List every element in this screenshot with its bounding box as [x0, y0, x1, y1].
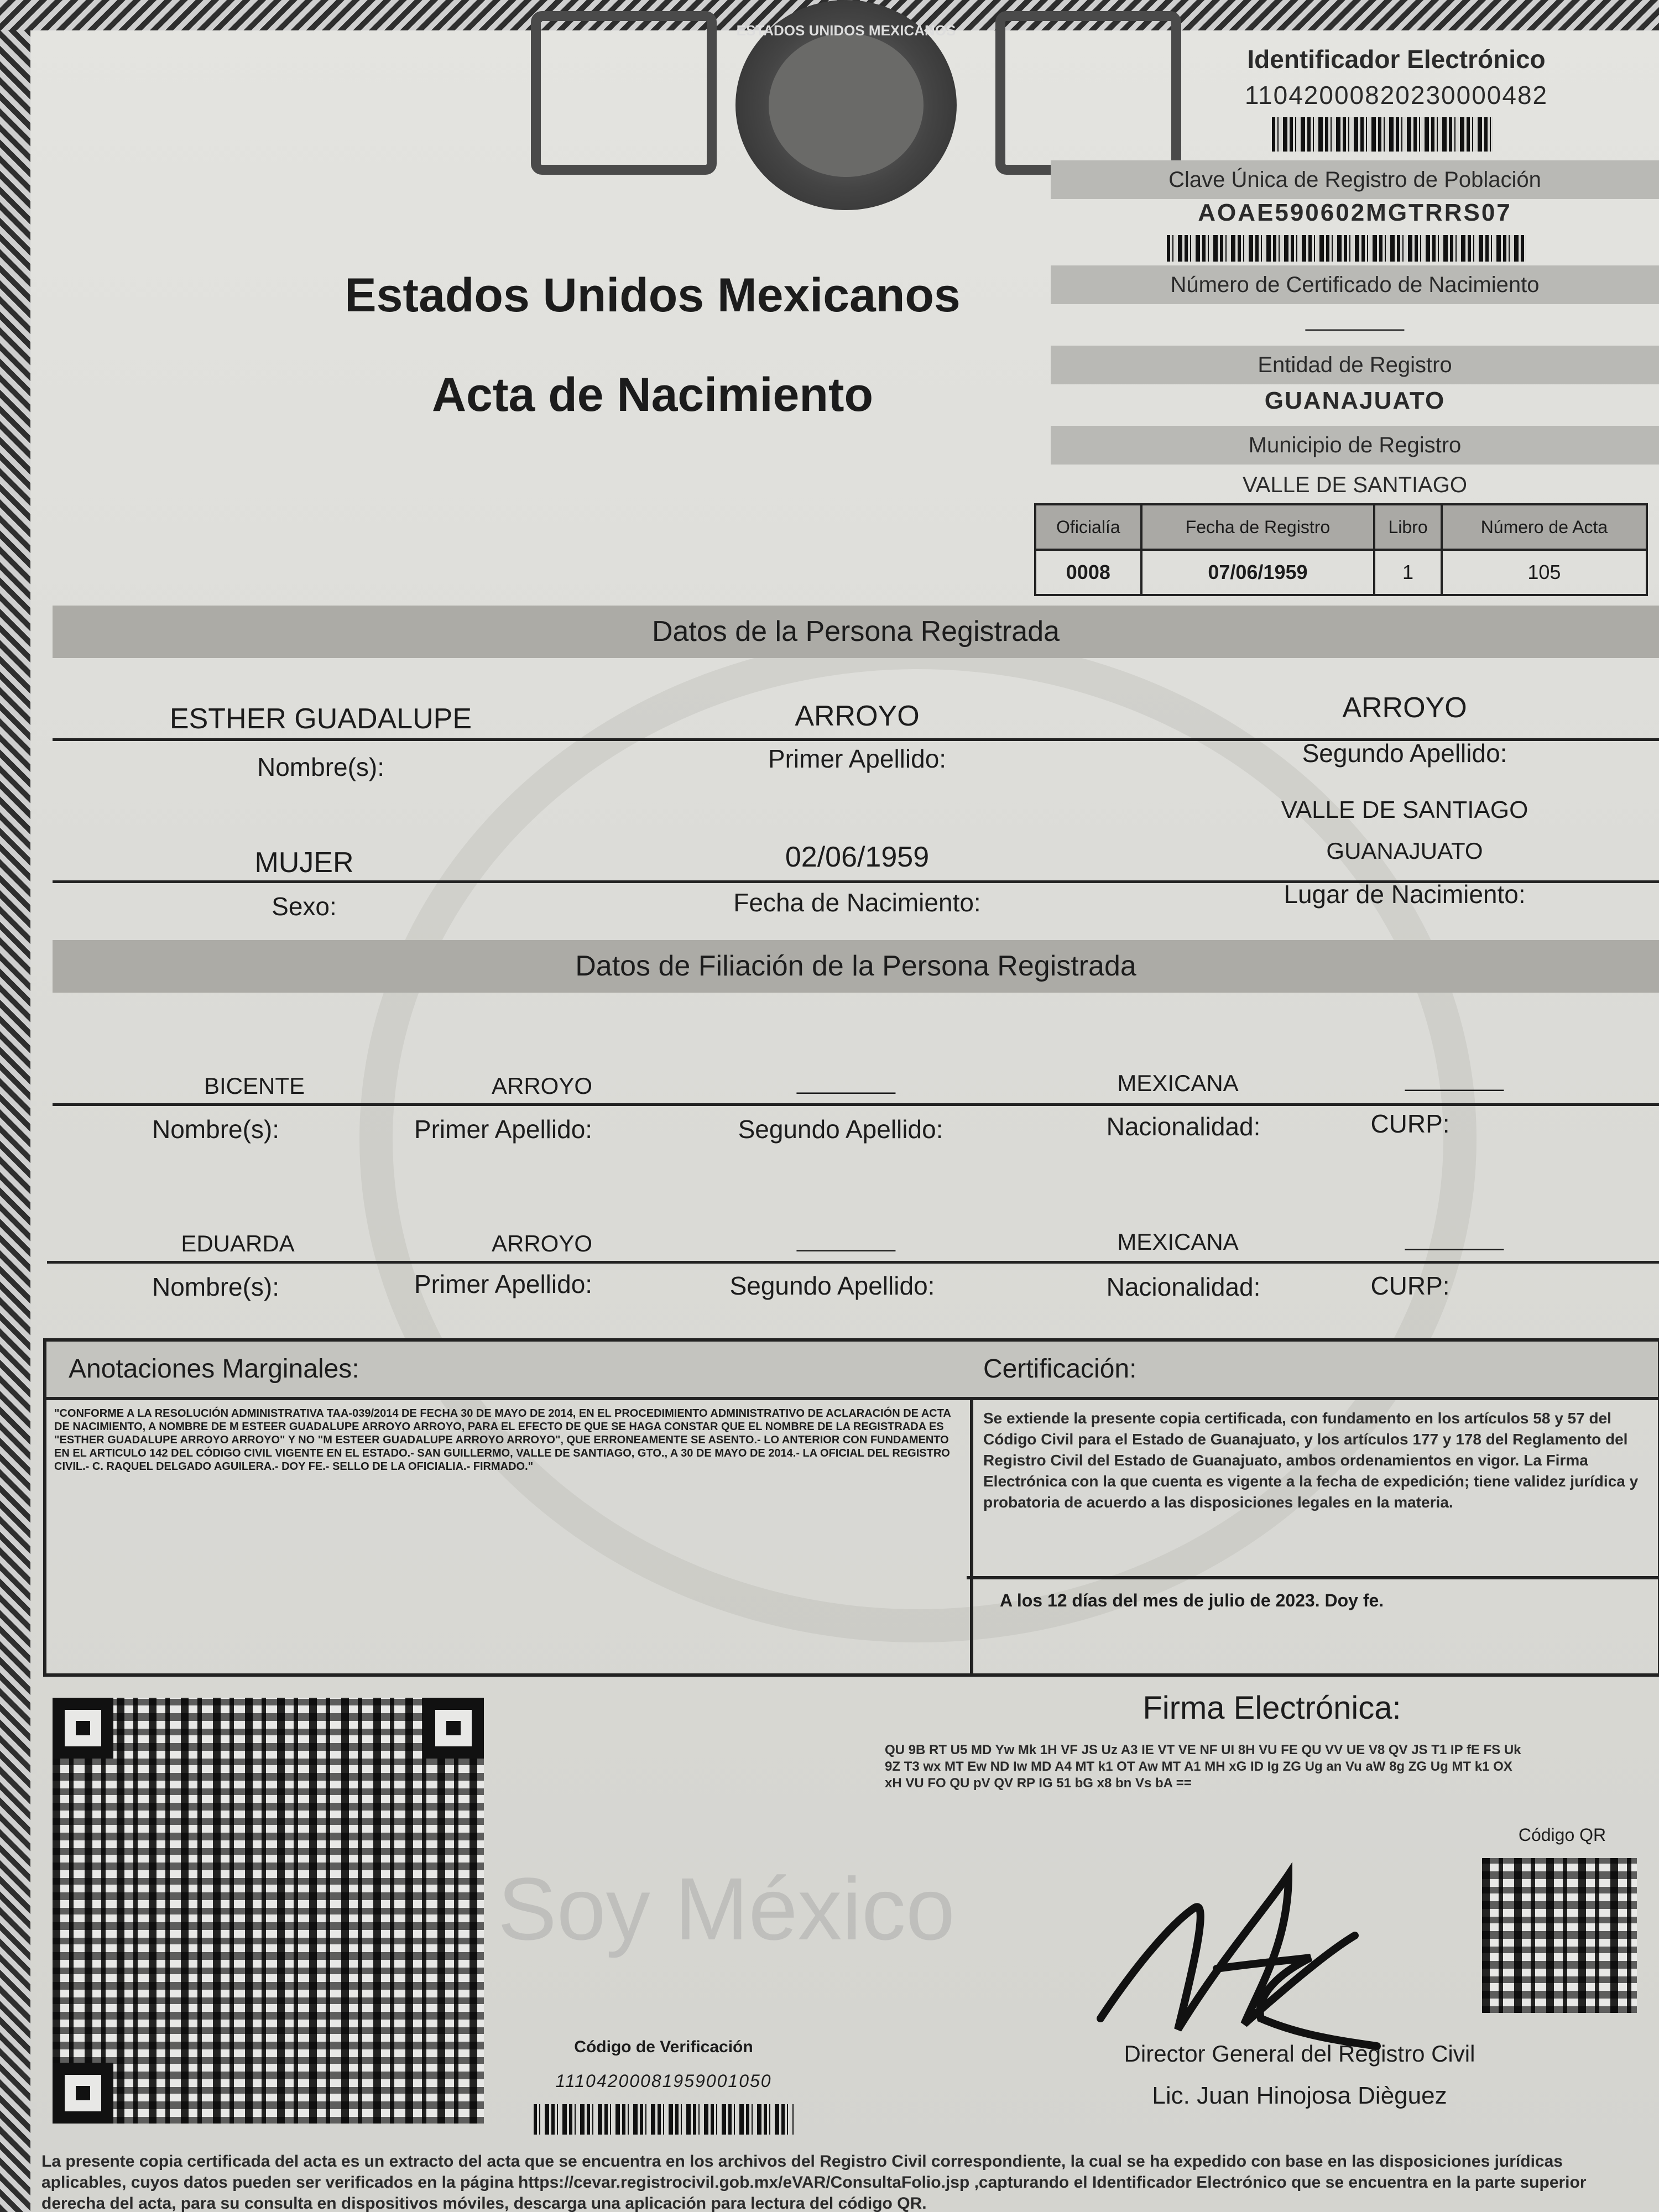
certification-date: A los 12 días del mes de julio de 2023. Doy fe. [1000, 1590, 1384, 1610]
person-names: ESTHER GUADALUPE [169, 703, 472, 735]
parent2-second-surname: ________ [797, 1228, 895, 1252]
parent1-names-label: Nombre(s): [152, 1115, 280, 1144]
parent1-first-label: Primer Apellido: [414, 1115, 593, 1144]
parent1-nationality: MEXICANA [1117, 1070, 1239, 1096]
parent2-second-label: Segundo Apellido: [729, 1271, 935, 1300]
filiation-section-title: Datos de Filiación de la Persona Registrada [53, 940, 1659, 993]
parent2-curp: ________ [1405, 1227, 1504, 1251]
person-names-label: Nombre(s): [257, 753, 385, 781]
birth-cert-label: Número de Certificado de Nacimiento [1051, 265, 1659, 304]
value-fecha-registro: 07/06/1959 [1141, 550, 1375, 595]
curp-label: Clave Única de Registro de Población [1051, 160, 1659, 199]
person-birth-date-label: Fecha de Nacimiento: [733, 888, 981, 917]
verification-barcode [534, 2104, 794, 2135]
greca-ornament-right [995, 11, 1181, 175]
annotations-text: "CONFORME A LA RESOLUCIÓN ADMINISTRATIVA TAA-039/2014 DE FECHA 30 DE MAYO DE 2014, EN EL PROCEDIMIENTO ADMINISTRATIVO DE ACLARACIÓN DE ACTA DE NACIMIENTO, A NOMBRE DE M ESTEER GUADALUPE ARROYO ARROYO, PARA EL EFECTO DE QUE SE HAGA CONSTAR QUE EL NOMBRE DE LA REGISTRADA ES "ESTHER GUADALUPE ARROYO ARROYO" Y NO "M ESTEER GUADALUPE ARROYO ARROYO", QUE ERRONEAMENTE SE ASENTO.- LO ANTERIOR CON FUNDAMENTO EN EL ARTICULO 142 DEL CÓDIGO CIVIL VIGENTE EN EL ESTADO.- SAN GUILLERMO, VALLE DE SANTIAGO, GTO., A 30 DE MAYO DE 2014.- LA OFICIAL DEL REGISTRO CIVIL.- C. RAQUEL DELGADO AGUILERA.- DOY FE.- SELLO DE LA OFICIALIA.- FIRMADO." [54, 1407, 951, 1473]
annotations-title: Anotaciones Marginales: [46, 1342, 970, 1400]
person-second-surname: ARROYO [1342, 692, 1467, 724]
verification-qr-code [53, 1698, 484, 2124]
entity-value: GUANAJUATO [1264, 387, 1446, 414]
parent1-line [53, 1103, 1659, 1106]
person-birth-date: 02/06/1959 [785, 841, 930, 873]
parent1-first-surname: ARROYO [491, 1073, 593, 1099]
parent1-nationality-label: Nacionalidad: [1106, 1112, 1261, 1141]
electronic-id-barcode [1272, 117, 1493, 152]
parent1-curp-label: CURP: [1370, 1109, 1450, 1138]
certification-title: Certificación: [967, 1342, 1658, 1400]
person-first-surname: ARROYO [795, 700, 920, 732]
birth-cert-value: ________ [1306, 307, 1404, 331]
director-title: Director General del Registro Civil [1124, 2041, 1475, 2067]
birth-place-line2: GUANAJUATO [1326, 838, 1483, 864]
parent1-second-label: Segundo Apellido: [738, 1115, 943, 1144]
signature-hash: QU 9B RT U5 MD Yw Mk 1H VF JS Uz A3 IE VT VE NF UI 8H VU FE QU VV UE V8 QV JS T1 IP fE FS Uk 9Z T3 wx MT Ew ND Iw MD A4 MT k1 OT Aw MT A1 MH xG ID Ig ZG Ug an Vu aW 8g ZG Ug MT k1 OX xH VU FO QU pV QV RP IG 51 bG x8 bn Vs bA == [885, 1743, 1521, 1791]
parent2-nationality-label: Nacionalidad: [1106, 1272, 1261, 1301]
birth-place-line1: VALLE DE SANTIAGO [1281, 796, 1528, 823]
certification-text: Se extiende la presente copia certificada, con fundamento en los artículos 58 y 57 del Código Civil para el Estado de Guanajuato, y los artículos 177 y 178 del Reglamento del Registro Civil del Estado de Guanajuato, ambos ordenamientos en vigor. La Firma Electrónica con la que cuenta es vigente a la fecha de expedición; tiene validez jurídica y probatoria de acuerdo a las disposiciones legales en la materia. [967, 1400, 1658, 1579]
header-numero-acta: Número de Acta [1442, 504, 1647, 550]
person-first-surname-label: Primer Apellido: [768, 744, 947, 773]
registry-table [1034, 503, 1648, 596]
municipality-value: VALLE DE SANTIAGO [1242, 473, 1468, 497]
parent2-nationality: MEXICANA [1117, 1229, 1239, 1255]
person-sex: MUJER [254, 847, 354, 879]
certification-box [967, 1338, 1659, 1677]
person-section-title: Datos de la Persona Registrada [53, 606, 1659, 658]
verification-code: 11104200081959001050 [555, 2071, 772, 2091]
person-second-surname-label: Segundo Apellido: [1302, 739, 1507, 768]
country-title: Estados Unidos Mexicanos [345, 269, 961, 322]
parent2-first-surname: ARROYO [491, 1230, 593, 1256]
signature-title: Firma Electrónica: [1142, 1690, 1401, 1726]
electronic-id-value: 11042000820230000482 [1244, 81, 1548, 109]
value-oficialia: 0008 [1035, 550, 1141, 595]
birth-place-label: Lugar de Nacimiento: [1284, 880, 1526, 909]
parent2-names-label: Nombre(s): [152, 1272, 280, 1301]
curp-value: AOAE590602MGTRRS07 [1198, 199, 1512, 226]
director-name: Lic. Juan Hinojosa Dièguez [1152, 2082, 1447, 2109]
header-libro: Libro [1374, 504, 1442, 550]
soy-mexico-watermark: Soy México [498, 1859, 955, 1958]
registry-table-row [1035, 550, 1647, 595]
value-numero-acta: 105 [1442, 550, 1647, 595]
entity-label: Entidad de Registro [1051, 346, 1659, 384]
parent1-second-surname: ________ [797, 1070, 895, 1094]
director-signature [1078, 1841, 1388, 2052]
value-libro: 1 [1374, 550, 1442, 595]
parent2-curp-label: CURP: [1370, 1271, 1450, 1300]
verification-label: Código de Verificación [574, 2038, 753, 2056]
annotations-box [43, 1338, 973, 1677]
greca-ornament-left [531, 11, 717, 175]
parent2-first-label: Primer Apellido: [414, 1270, 593, 1298]
curp-barcode [1167, 235, 1526, 262]
registry-table-header [1035, 504, 1647, 550]
municipality-label: Municipio de Registro [1051, 426, 1659, 465]
document-title: Acta de Nacimiento [431, 368, 874, 421]
national-seal-icon: ESTADOS UNIDOS MEXICANOS [735, 0, 957, 210]
header-fecha-registro: Fecha de Registro [1141, 504, 1375, 550]
small-qr-code [1482, 1858, 1637, 2013]
parent1-names: BICENTE [204, 1073, 305, 1099]
security-border-left [0, 0, 30, 2212]
parent1-curp: ________ [1405, 1067, 1504, 1092]
header-oficialia: Oficialía [1035, 504, 1141, 550]
parent2-line [47, 1261, 1659, 1264]
qr-label: Código QR [1518, 1825, 1606, 1845]
person-sex-label: Sexo: [272, 892, 337, 921]
footer-legal-text: La presente copia certificada del acta es un extracto del acta que se encuentra en los archivos del Registro Civil correspondiente, la cual se ha expedido con base en las disposiciones jurídicas aplicables, cuyos datos pueden ser verificados en la página https://cevar.registrocivil.gob.mx/eVAR/ConsultaFolio.jsp ,capturando el Identificador Electrónico que se encuentra en la parte superior derecha del acta, para su consulta en dispositivos móviles, descarga una aplicación para lectura del código QR. [41, 2152, 1587, 2212]
parent2-names: EDUARDA [181, 1230, 295, 1256]
electronic-id-label: Identificador Electrónico [1247, 45, 1546, 74]
